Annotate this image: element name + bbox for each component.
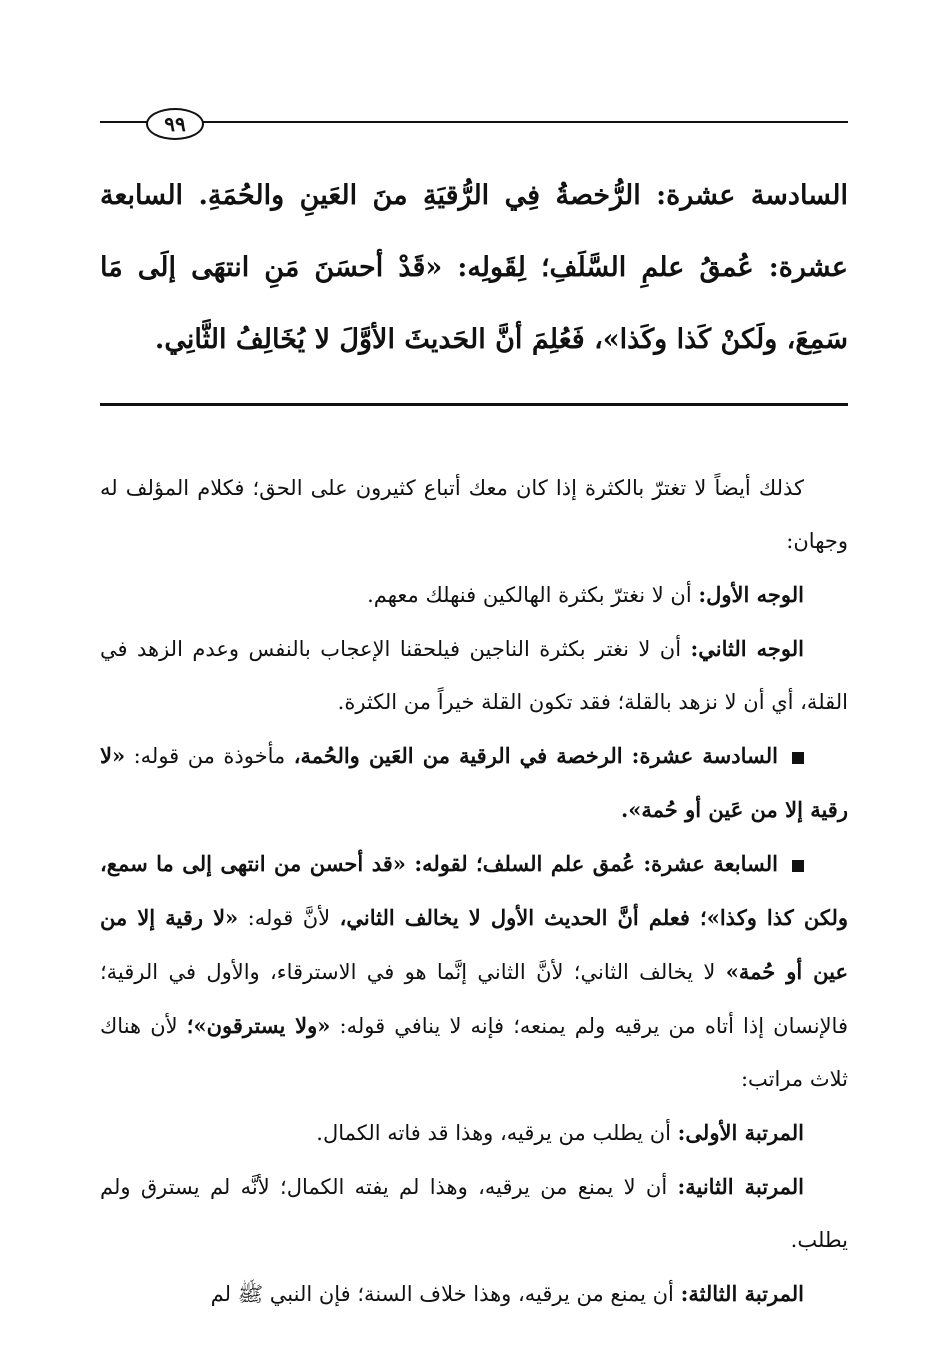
bullet-17-text-1: لأنَّ قوله: (247, 906, 331, 930)
bullet-item-16 (100, 729, 848, 837)
wajh-second-label: الوجه الثاني: (690, 636, 804, 661)
wajh-second (100, 622, 848, 729)
martaba-third-text: أن يمنع من يرقيه، وهذا خلاف السنة؛ فإن النبي ﷺ لم (210, 1282, 674, 1306)
martaba-third-label: المرتبة الثالثة: (680, 1281, 804, 1306)
martaba-first-text: أن يطلب من يرقيه، وهذا قد فاته الكمال. (316, 1121, 671, 1145)
square-bullet-icon (792, 860, 804, 872)
wajh-first-text: أن لا نغترّ بكثرة الهالكين فنهلك معهم. (367, 583, 692, 607)
martaba-third (100, 1267, 848, 1321)
bullet-17-label: السابعة عشرة: عُمق علم السلف؛ لقوله: «قد أحسن من انتهى إلى ما سمع، ولكن كذا وكذا»؛ فعلم أنَّ الحديث الأول لا يخالف الثاني، (100, 851, 848, 930)
wajh-second-text: أن لا نغتر بكثرة الناجين فيلحقنا الإعجاب بالنفس وعدم الزهد في القلة، أي أن لا نزهد بالقلة؛ فقد تكون القلة خيراً من الكثرة. (100, 637, 848, 714)
commentary-intro: كذلك أيضاً لا تغترّ بالكثرة إذا كان معك أتباع كثيرون على الحق؛ فكلام المؤلف له وجهان: (100, 476, 848, 553)
commentary-block (100, 462, 848, 1321)
martaba-first (100, 1106, 848, 1160)
bullet-17-quote-1: «لا رقية إلا من عين أو حُمة» (100, 905, 848, 984)
matn-text-block (100, 160, 848, 376)
matn-label-17: السابعة عشرة: (100, 180, 848, 283)
matn-text-16: الرُّخصةُ فِي الرُّقيَةِ منَ العَينِ والحُمَةِ. (198, 180, 641, 211)
bullet-16-quote: «لا رقية إلا من عَين أو حُمة». (100, 743, 848, 822)
bullet-item-17 (100, 837, 848, 1106)
bullet-16-text: مأخوذة من قوله: (133, 744, 286, 768)
matn-text-17: عُمقُ علمِ السَّلَفِ؛ لِقَولِه: «قَدْ أحسَنَ مَنِ انتهَى إلَى مَا سَمِعَ، ولَكنْ كَذا وكَذا»، فَعُلِمَ أنَّ الحَديثَ الأوَّلَ لا يُخَالِفُ الثَّانِي. (100, 252, 848, 355)
bullet-17-text-3: لأن هناك ثلاث مراتب: (100, 1014, 848, 1091)
martaba-second-text: أن لا يمنع من يرقيه، وهذا لم يفته الكمال؛ لأنَّه لم يسترق ولم يطلب. (100, 1175, 848, 1252)
square-bullet-icon (792, 752, 804, 764)
matn-label-16: السادسة عشرة: (656, 180, 848, 211)
martaba-second-label: المرتبة الثانية: (677, 1174, 804, 1199)
bullet-16-label: السادسة عشرة: الرخصة في الرقية من العَين والحُمة، (293, 743, 778, 768)
martaba-second (100, 1160, 848, 1267)
wajh-first (100, 568, 848, 622)
header-rule (100, 121, 848, 123)
bullet-17-quote-2: «ولا يسترقون»؛ (186, 1013, 331, 1038)
wajh-first-label: الوجه الأول: (698, 582, 804, 607)
bullet-17-text-2: لا يخالف الثاني؛ لأنَّ الثاني إنَّما هو في الاسترقاء، والأول في الرقية؛ فالإنسان إذا أتاه من يرقيه ولم يمنعه؛ فإنه لا ينافي قوله: (100, 960, 848, 1038)
matn-separator-rule (100, 403, 848, 406)
page-number: ٩٩ (146, 108, 204, 140)
martaba-first-label: المرتبة الأولى: (677, 1120, 804, 1145)
